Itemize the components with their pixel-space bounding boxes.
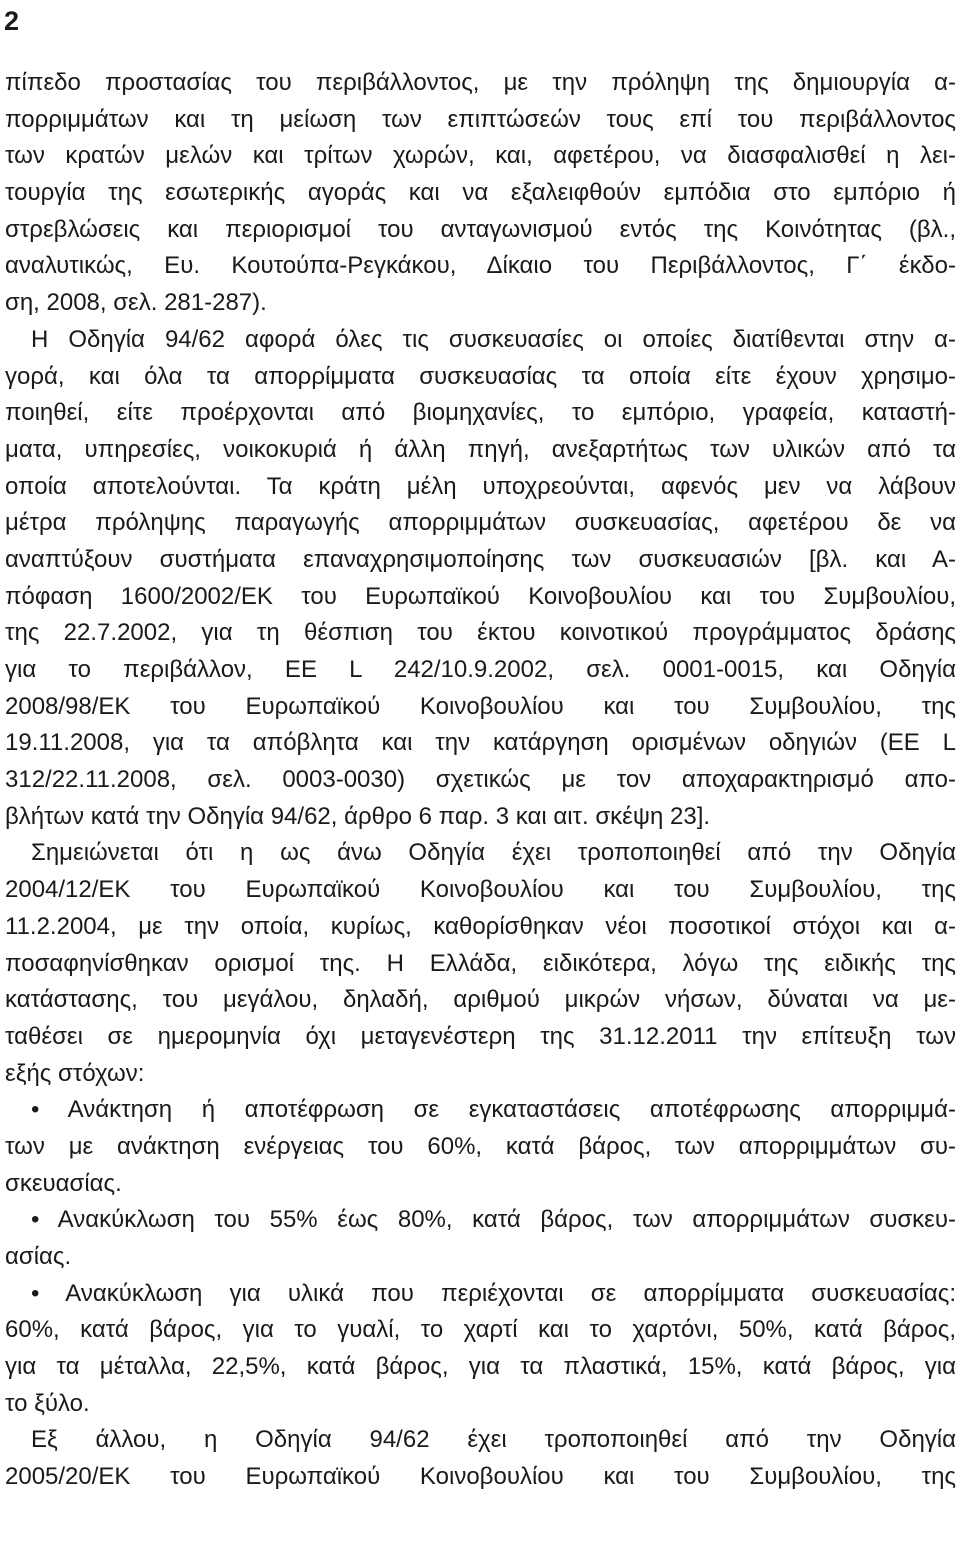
text-line: 2004/12/ΕΚ του Ευρωπαϊκού Κοινοβουλίου και του Συμβουλίου, της — [5, 876, 956, 904]
text-line: 11.2.2004, με την οποία, κυρίως, καθορίσθηκαν νέοι ποσοτικοί στόχοι και α- — [5, 912, 956, 940]
text-line: • Ανάκτηση ή αποτέφρωση σε εγκαταστάσεις αποτέφρωσης απορριμμά- — [31, 1096, 956, 1124]
text-line: για τα μέταλλα, 22,5%, κατά βάρος, για τα πλαστικά, 15%, κατά βάρος, για — [5, 1353, 956, 1381]
text-line: βλήτων κατά την Οδηγία 94/62, άρθρο 6 παρ. 3 και αιτ. σκέψη 23]. — [5, 802, 711, 830]
text-line: των με ανάκτηση ενέργειας του 60%, κατά βάρος, των απορριμμάτων συ- — [5, 1132, 956, 1160]
text-line: σκευασίας. — [5, 1169, 122, 1197]
text-line: Σημειώνεται ότι η ως άνω Οδηγία έχει τροποποιηθεί από την Οδηγία — [31, 839, 956, 867]
text-line: • Ανακύκλωση του 55% έως 80%, κατά βάρος, των απορριμμάτων συσκευ- — [31, 1206, 956, 1234]
text-line: 312/22.11.2008, σελ. 0003-0030) σχετικώς με τον αποχαρακτηρισμό απο- — [5, 766, 956, 794]
text-line: στρεβλώσεις και περιορισμοί του ανταγωνισμού εντός της Κοινότητας (βλ., — [5, 215, 956, 243]
text-line: 2008/98/ΕΚ του Ευρωπαϊκού Κοινοβουλίου και του Συμβουλίου, της — [5, 692, 956, 720]
text-line: οποία αποτελούνται. Τα κράτη μέλη υποχρεούνται, αφενός μεν να λάβουν — [5, 472, 956, 500]
text-line: κατάστασης, του μεγάλου, δηλαδή, αριθμού μικρών νήσων, δύναται να με- — [5, 986, 956, 1014]
text-line: για το περιβάλλον, ΕΕ L 242/10.9.2002, σελ. 0001-0015, και Οδηγία — [5, 656, 956, 683]
document-body — [5, 65, 956, 1496]
text-line: ματα, υπηρεσίες, νοικοκυριά ή άλλη πηγή, ανεξαρτήτως των υλικών από τα — [5, 435, 956, 463]
text-line: των κρατών μελών και τρίτων χωρών, και, αφετέρου, να διασφαλισθεί η λει- — [5, 142, 956, 170]
text-line: Η Οδηγία 94/62 αφορά όλες τις συσκευασίες οι οποίες διατίθενται στην α- — [31, 325, 956, 353]
text-line: πόφαση 1600/2002/ΕΚ του Ευρωπαϊκού Κοινοβουλίου και του Συμβουλίου, — [5, 582, 956, 610]
text-line: γορά, και όλα τα απορρίμματα συσκευασίας τα οποία είτε έχουν χρησιμο- — [5, 362, 956, 390]
page-number: 2 — [4, 6, 20, 36]
text-line: • Ανακύκλωση για υλικά που περιέχονται σε απορρίμματα συσκευασίας: — [31, 1279, 956, 1307]
text-line: της 22.7.2002, για τη θέσπιση του έκτου κοινοτικού προγράμματος δράσης — [5, 619, 956, 647]
text-line: τουργία της εσωτερικής αγοράς και να εξαλειφθούν εμπόδια στο εμπόριο ή — [5, 179, 956, 207]
text-line: το ξύλο. — [5, 1389, 90, 1417]
text-line: εξής στόχων: — [5, 1059, 145, 1087]
text-line: Εξ άλλου, η Οδηγία 94/62 έχει τροποποιηθεί από την Οδηγία — [31, 1426, 956, 1454]
text-line: μέτρα πρόληψης παραγωγής απορριμμάτων συσκευασίας, αφετέρου δε να — [5, 509, 956, 537]
text-line: 60%, κατά βάρος, για το γυαλί, το χαρτί και το χαρτόνι, 50%, κατά βάρος, — [5, 1316, 956, 1344]
text-line: πορριμμάτων και τη μείωση των επιπτώσεών τους επί του περιβάλλοντος — [5, 105, 956, 133]
text-line: 19.11.2008, για τα απόβλητα και την κατάργηση ορισμένων οδηγιών (ΕΕ L — [5, 729, 956, 757]
text-line: πίπεδο προστασίας του περιβάλλοντος, με την πρόληψη της δημιουργία α- — [5, 69, 956, 96]
text-line: ποιηθεί, είτε προέρχονται από βιομηχανίες, το εμπόριο, γραφεία, καταστή- — [5, 399, 956, 427]
text-line: 2005/20/ΕΚ του Ευρωπαϊκού Κοινοβουλίου και του Συμβουλίου, της — [5, 1463, 956, 1491]
text-line: ποσαφηνίσθηκαν ορισμοί της. Η Ελλάδα, ειδικότερα, λόγω της ειδικής της — [5, 949, 956, 977]
text-line: ση, 2008, σελ. 281-287). — [5, 289, 267, 317]
text-line: ταθέσει σε ημερομηνία όχι μεταγενέστερη της 31.12.2011 την επίτευξη των — [5, 1022, 956, 1050]
text-line: αναπτύξουν συστήματα επαναχρησιμοποίησης των συσκευασιών [βλ. και Α- — [5, 545, 956, 573]
text-line: ασίας. — [5, 1243, 72, 1270]
text-line: αναλυτικώς, Ευ. Κουτούπα-Ρεγκάκου, Δίκαιο του Περιβάλλοντος, Γ΄ έκδο- — [5, 252, 956, 280]
